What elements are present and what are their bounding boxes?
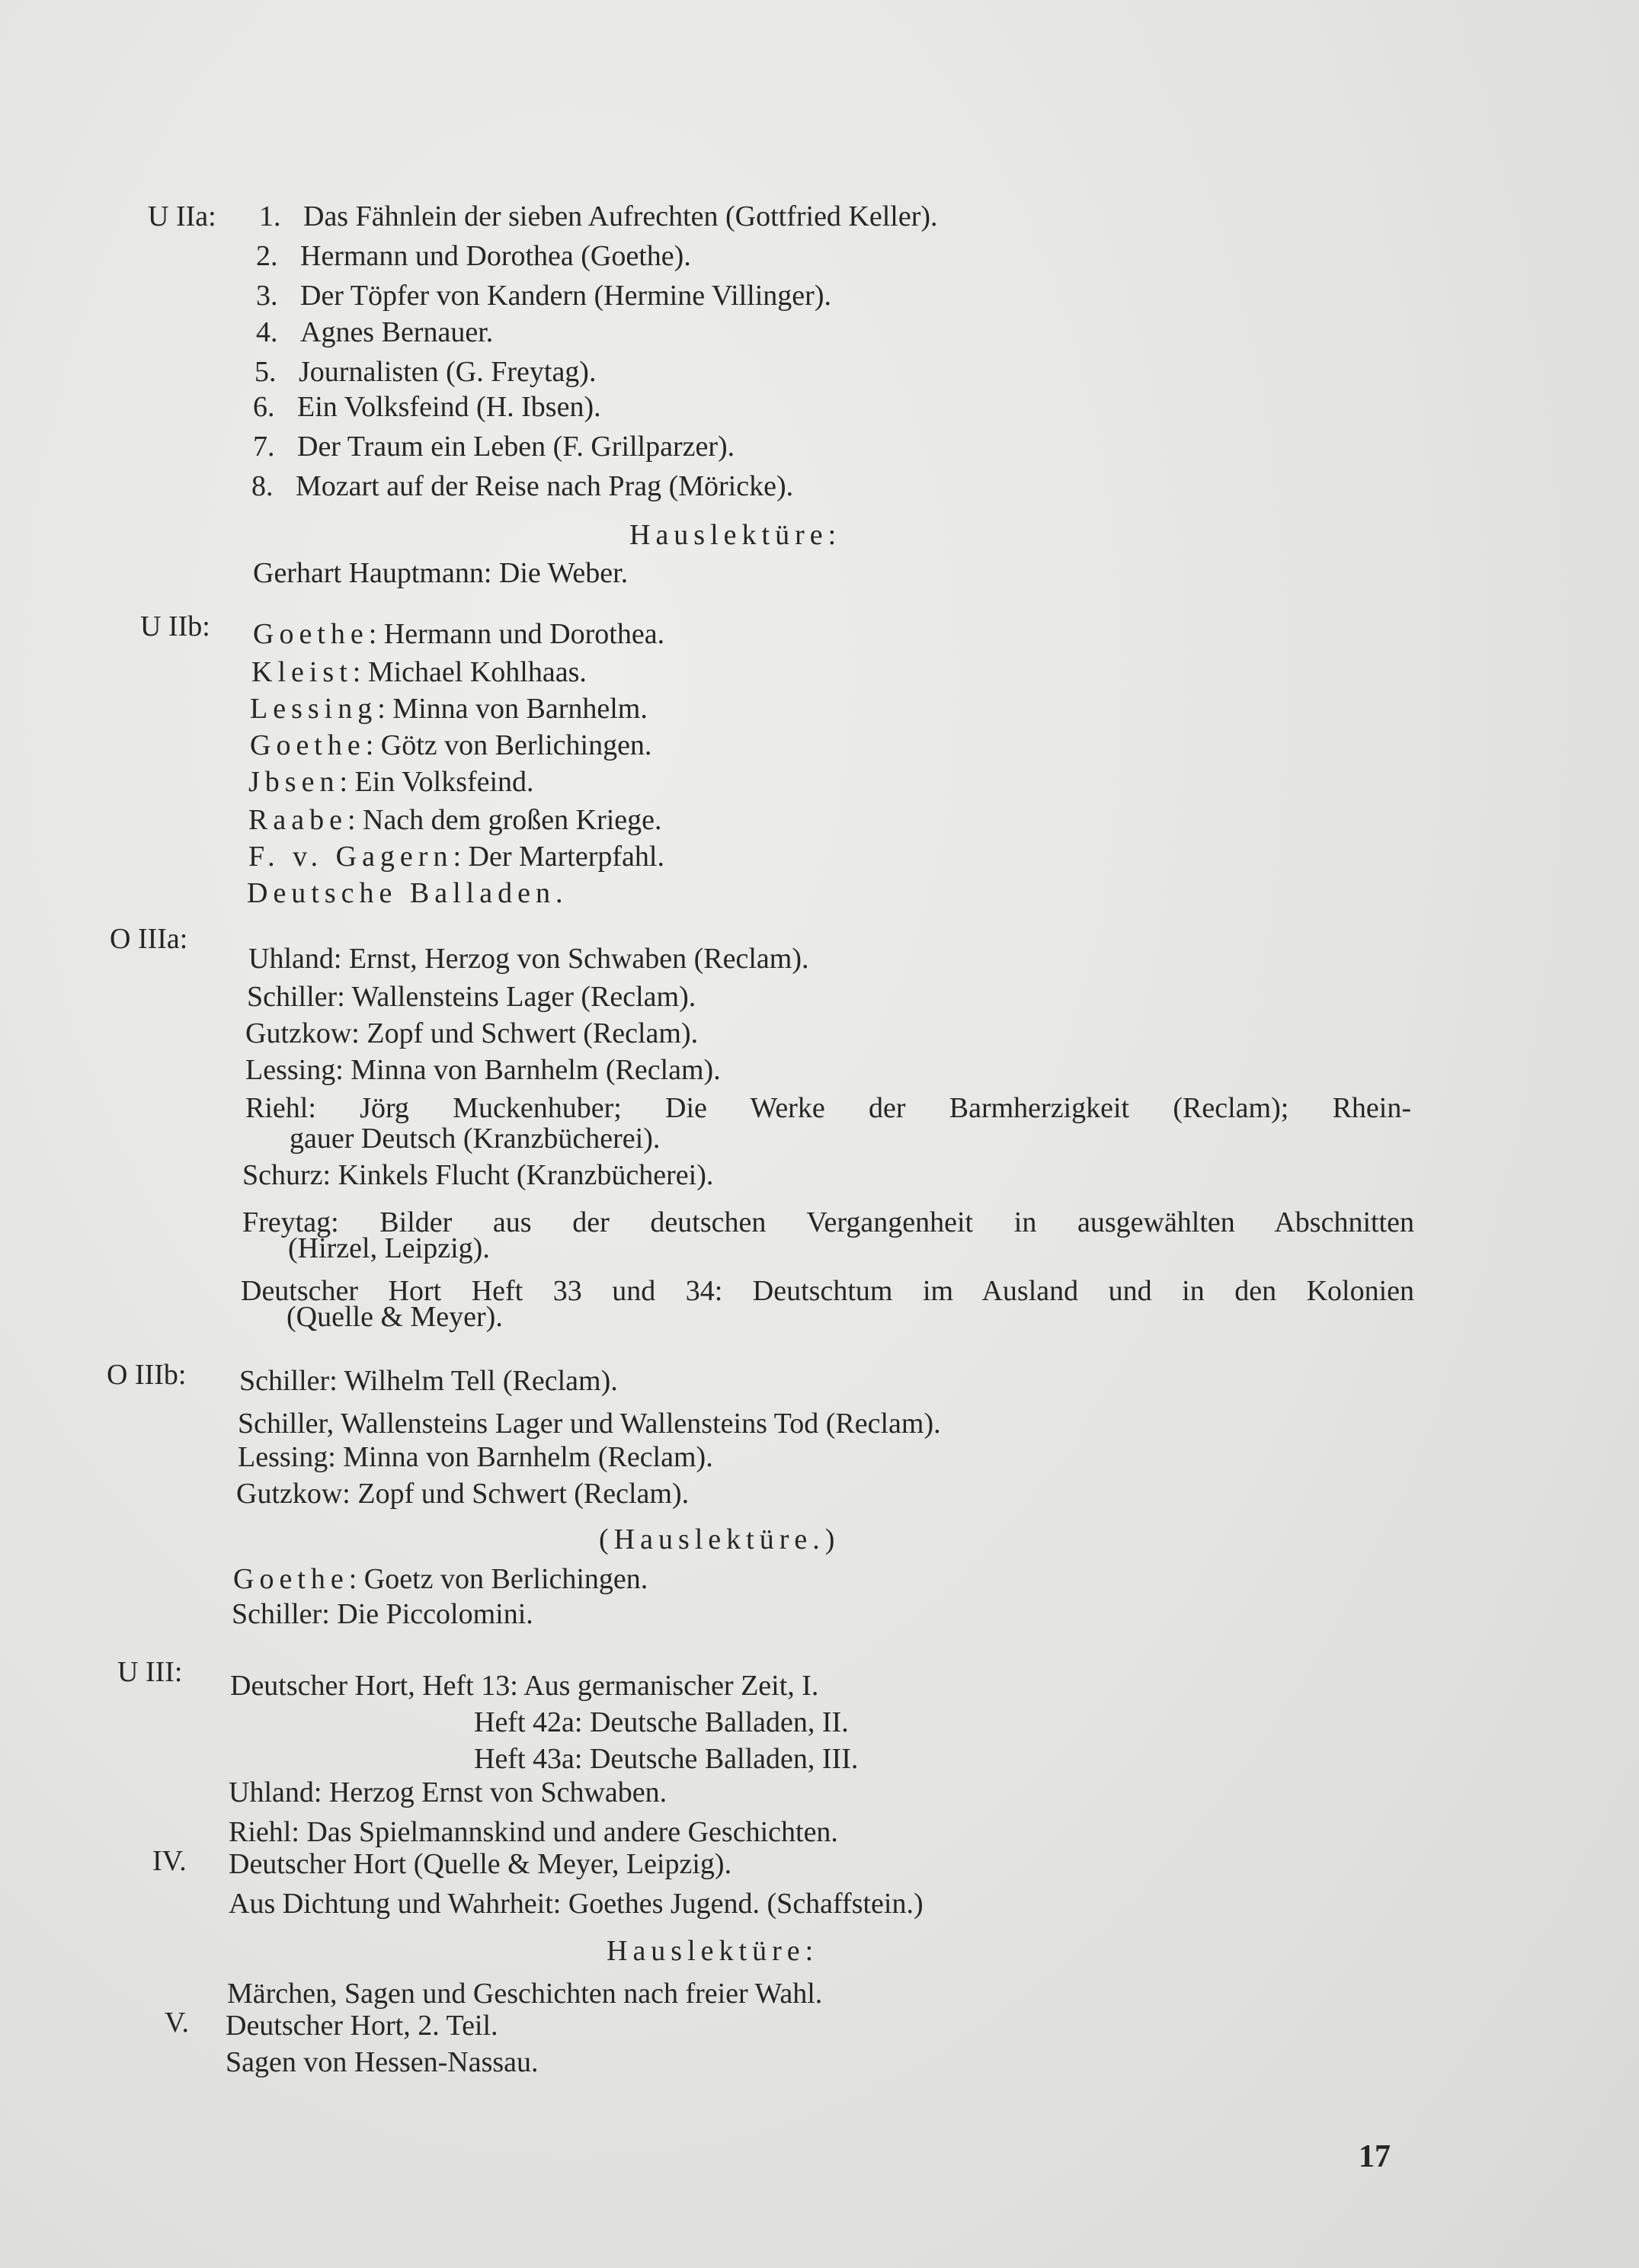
item-number: 4. — [256, 316, 278, 348]
item-author: F. v. Gagern — [248, 841, 453, 873]
list-item — [251, 652, 587, 692]
section-heading: Hauslektüre: — [607, 1935, 819, 1967]
item-author: Deutsche Balladen. — [247, 877, 568, 909]
item-text: Das Fähnlein der sieben Aufrechten (Gottfried Keller). — [303, 200, 938, 232]
item-text: : Goetz von Berlichingen. — [348, 1563, 648, 1595]
list-item — [253, 427, 735, 466]
list-item: Sagen von Hessen-Nassau. — [226, 2046, 539, 2078]
section-label-v: V. — [165, 2007, 190, 2039]
item-text: Der Töpfer von Kandern (Hermine Villinger). — [300, 280, 831, 312]
item-text: : Hermann und Dorothea. — [368, 618, 665, 650]
list-item: Schiller, Wallensteins Lager und Wallensteins Tod (Reclam). — [238, 1408, 941, 1440]
list-item: Gerhart Hauptmann: Die Weber. — [253, 557, 629, 589]
list-item: gauer Deutsch (Kranzbücherei). — [290, 1123, 661, 1155]
list-item: Deutscher Hort, Heft 13: Aus germanischer Zeit, I. — [230, 1670, 819, 1702]
item-text: Hermann und Dorothea (Goethe). — [300, 240, 691, 272]
list-item: Riehl: Das Spielmannskind und andere Geschichten. — [229, 1816, 838, 1848]
list-item — [259, 197, 938, 236]
item-text: : Götz von Berlichingen. — [365, 729, 652, 761]
list-item — [233, 1559, 648, 1599]
item-author: Goethe — [250, 729, 366, 761]
list-item: Heft 42a: Deutsche Balladen, II. — [474, 1706, 849, 1738]
item-text: : Ein Volksfeind. — [339, 766, 534, 798]
item-author: Goethe — [253, 618, 369, 650]
item-author: Lessing — [250, 693, 378, 725]
section-heading: (Hauslektüre.) — [599, 1523, 840, 1555]
item-number: 1. — [259, 200, 281, 232]
list-item: Gutzkow: Zopf und Schwert (Reclam). — [245, 1017, 699, 1049]
section-label-oiiib: O IIIb: — [107, 1359, 187, 1391]
list-item: (Hirzel, Leipzig). — [288, 1232, 490, 1264]
item-author: Raabe — [248, 804, 347, 836]
list-item: Schurz: Kinkels Flucht (Kranzbücherei). — [242, 1159, 714, 1191]
list-item: Schiller: Wallensteins Lager (Reclam). — [247, 981, 696, 1013]
item-text: : Michael Kohlhaas. — [352, 656, 587, 688]
list-item: (Quelle & Meyer). — [287, 1301, 503, 1333]
item-author: Jbsen — [248, 766, 340, 798]
list-item: Uhland: Herzog Ernst von Schwaben. — [229, 1776, 667, 1808]
item-text: : Der Marterpfahl. — [453, 841, 664, 873]
item-text: Der Traum ein Leben (F. Grillparzer). — [297, 431, 735, 463]
item-number: 7. — [253, 431, 275, 463]
item-text: Freytag: Bilder aus der deutschen Vergangenheit in ausgewählten Abschnitten — [242, 1206, 1414, 1238]
item-text: : Nach dem großen Kriege. — [347, 804, 662, 836]
list-item — [248, 762, 534, 802]
section-label-uiia: U IIa: — [148, 200, 216, 232]
list-item: Uhland: Ernst, Herzog von Schwaben (Reclam). — [248, 943, 809, 975]
list-item: Märchen, Sagen und Geschichten nach freier Wahl. — [227, 1978, 823, 2010]
list-item: Lessing: Minna von Barnhelm (Reclam). — [245, 1054, 721, 1086]
item-text: Agnes Bernauer. — [300, 316, 494, 348]
item-text: Riehl: Jörg Muckenhuber; Die Werke der Barmherzigkeit (Reclam); Rhein- — [245, 1092, 1411, 1124]
section-label-iv: IV. — [152, 1845, 187, 1877]
section-label-uiii: U III: — [117, 1656, 183, 1688]
list-item: Lessing: Minna von Barnhelm (Reclam). — [238, 1441, 713, 1473]
section-label-oiiia: O IIIa: — [110, 923, 188, 955]
list-item — [254, 352, 596, 392]
list-item — [248, 800, 662, 840]
list-item — [256, 236, 691, 276]
list-item — [250, 726, 651, 765]
list-item — [247, 873, 568, 913]
list-item: Deutscher Hort (Quelle & Meyer, Leipzig). — [229, 1848, 732, 1880]
item-number: 8. — [251, 470, 274, 502]
list-item: Schiller: Die Piccolomini. — [232, 1598, 533, 1630]
section-label-uiib: U IIb: — [140, 610, 210, 642]
item-author: Kleist — [251, 656, 353, 688]
list-item: Aus Dichtung und Wahrheit: Goethes Jugend. (Schaffstein.) — [229, 1888, 924, 1920]
item-text: Ein Volksfeind (H. Ibsen). — [297, 391, 601, 423]
item-number: 2. — [256, 240, 278, 272]
list-item: Schiller: Wilhelm Tell (Reclam). — [239, 1365, 618, 1397]
list-item: Heft 43a: Deutsche Balladen, III. — [474, 1743, 859, 1775]
item-text: Deutscher Hort Heft 33 und 34: Deutschtum im Ausland und in den Kolonien — [241, 1275, 1414, 1307]
list-item — [256, 276, 831, 316]
list-item — [250, 689, 648, 729]
list-item — [253, 387, 601, 427]
list-item — [251, 466, 793, 506]
page-number: 17 — [1359, 2139, 1391, 2174]
list-item — [253, 614, 664, 654]
list-item: Deutscher Hort, 2. Teil. — [226, 2010, 498, 2042]
item-number: 6. — [253, 391, 275, 423]
item-author: Goethe — [233, 1563, 349, 1595]
list-item: Gutzkow: Zopf und Schwert (Reclam). — [236, 1478, 690, 1510]
item-number: 5. — [254, 356, 277, 388]
item-text: Journalisten (G. Freytag). — [299, 356, 597, 388]
item-number: 3. — [256, 280, 278, 312]
item-text: Mozart auf der Reise nach Prag (Möricke). — [296, 470, 794, 502]
section-heading: Hauslektüre: — [629, 519, 842, 551]
list-item — [248, 837, 664, 876]
list-item — [256, 312, 493, 352]
item-text: : Minna von Barnhelm. — [377, 693, 648, 725]
